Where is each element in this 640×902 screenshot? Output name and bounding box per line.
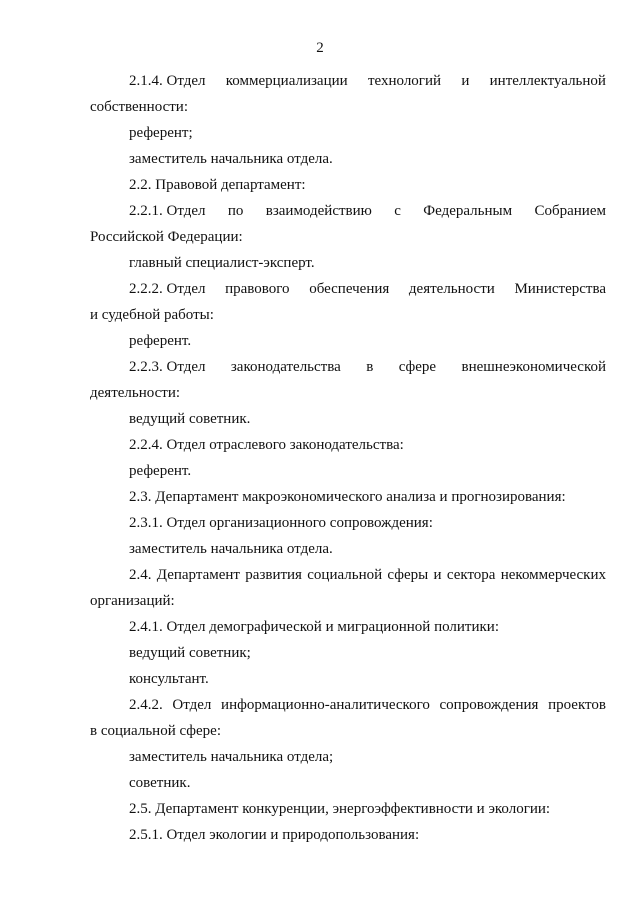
line-27: заместитель начальника отдела; [129,749,334,765]
line-3: референт; [129,125,193,141]
line-18: 2.3.1. Отдел организационного сопровождения: [129,515,433,531]
line-24: консультант. [129,671,209,687]
word: Федеральным [423,203,513,219]
word: Министерства [514,281,606,297]
line-29: 2.5. Департамент конкуренции, энергоэффективности и экологии: [129,801,551,817]
word: 2.1.4. Отдел [129,73,206,89]
line-25: 2.4.2. Отдел информационно-аналитического сопровождения проектов [129,697,606,713]
line-16: референт. [129,463,192,479]
word: сфере [398,359,437,375]
line-17: 2.3. Департамент макроэкономического анализа и прогнозирования: [129,489,566,505]
page-number: 2 [316,40,324,56]
word: с [394,203,401,219]
word: интеллектуальной [489,73,606,89]
line-30: 2.5.1. Отдел экологии и природопользования: [129,827,420,843]
line-14: ведущий советник. [129,411,251,427]
word: технологий [367,73,442,89]
word: 2.2.3. Отдел [129,359,206,375]
word: и [461,73,470,89]
word: правового [225,281,290,297]
line-10: и судебной работы: [90,307,214,323]
line-11: референт. [129,333,192,349]
word: коммерциализации [225,73,348,89]
line-9 [129,280,606,298]
line-2: собственности: [90,99,188,115]
line-5: 2.2. Правовой департамент: [129,177,306,193]
line-1 [129,72,606,90]
word: взаимодействию [265,203,372,219]
line-22: 2.4.1. Отдел демографической и миграционной политики: [129,619,499,635]
word: в [366,359,374,375]
line-6 [129,202,606,220]
line-23: ведущий советник; [129,645,251,661]
word: Собранием [534,203,606,219]
word: 2.2.2. Отдел [129,281,206,297]
line-26: в социальной сфере: [90,723,222,739]
word: 2.2.1. Отдел [129,203,206,219]
word: обеспечения [309,281,390,297]
line-28: советник. [129,775,191,791]
line-21: организаций: [90,593,175,609]
line-8: главный специалист-эксперт. [129,255,315,271]
line-13: деятельности: [90,385,181,401]
word: законодательства [230,359,341,375]
word: внешнеэкономической [461,359,606,375]
line-19: заместитель начальника отдела. [129,541,333,557]
word: по [227,203,244,219]
word: деятельности [408,281,495,297]
line-12 [129,358,606,376]
line-4: заместитель начальника отдела. [129,151,333,167]
line-15: 2.2.4. Отдел отраслевого законодательства: [129,437,404,453]
line-20: 2.4. Департамент развития социальной сферы и сектора некоммерческих [129,567,606,583]
line-7: Российской Федерации: [90,229,243,245]
